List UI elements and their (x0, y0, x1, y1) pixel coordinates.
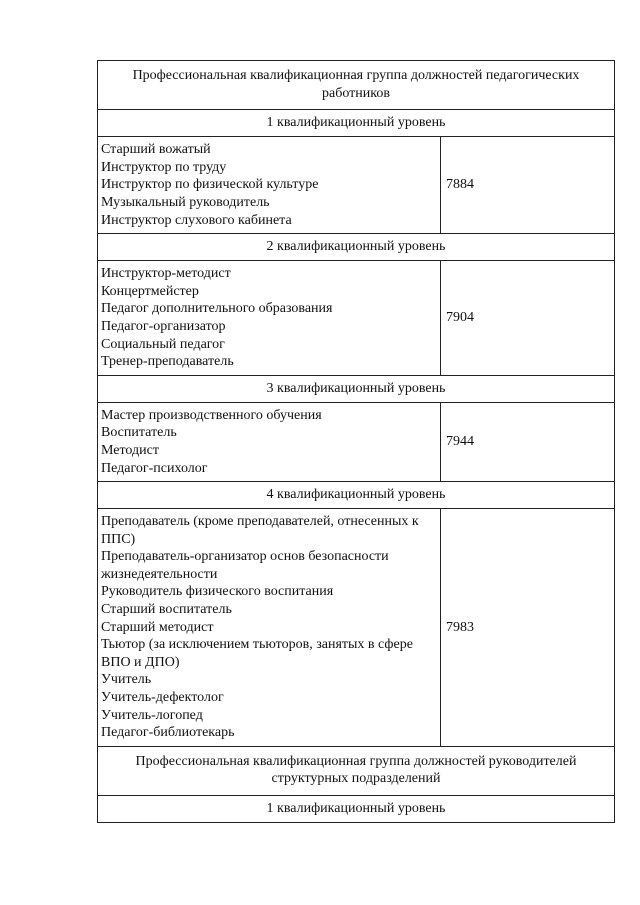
position-name: Инструктор по физической культуре (101, 177, 319, 193)
level-title: 4 квалификационный уровень (98, 482, 615, 509)
position-name: Воспитатель (101, 425, 177, 441)
table-row (98, 509, 615, 747)
level-header-row (98, 482, 615, 509)
table-row (98, 402, 615, 481)
salary-value: 7904 (441, 261, 615, 376)
table-row (98, 137, 615, 234)
position-name: Инструктор-методист (101, 266, 231, 282)
position-name: Концертмейстер (101, 283, 199, 299)
position-name: Социальный педагог (101, 336, 225, 352)
position-name: Педагог-библиотекарь (101, 725, 235, 741)
position-name: Тьютор (за исключением тьюторов, занятых в сфере ВПО и ДПО) (101, 637, 413, 670)
group-title: Профессиональная квалификационная группа должностей педагогических работников (98, 61, 615, 110)
qualification-groups-table (97, 60, 615, 823)
salary-value: 7884 (441, 137, 615, 234)
level-title: 3 квалификационный уровень (98, 375, 615, 402)
position-name: Преподаватель-организатор основ безопасности жизнедеятельности (101, 549, 389, 582)
level-header-row (98, 375, 615, 402)
level-header-row (98, 234, 615, 261)
level-title: 2 квалификационный уровень (98, 234, 615, 261)
position-name: Музыкальный руководитель (101, 194, 270, 210)
group-header-row (98, 61, 615, 110)
position-name: Педагог дополнительного образования (101, 301, 333, 317)
table-row (98, 261, 615, 376)
position-name: Учитель-дефектолог (101, 690, 224, 706)
position-name: Руководитель физического воспитания (101, 584, 334, 600)
position-name: Инструктор слухового кабинета (101, 212, 292, 228)
position-name: Мастер производственного обучения (101, 407, 322, 423)
level-header-row (98, 110, 615, 137)
positions-cell (98, 261, 441, 376)
positions-cell (98, 137, 441, 234)
position-name: Тренер-преподаватель (101, 354, 234, 370)
salary-value: 7983 (441, 509, 615, 747)
group-header-row (98, 746, 615, 795)
position-name: Педагог-организатор (101, 318, 226, 334)
position-name: Педагог-психолог (101, 460, 208, 476)
position-name: Учитель-логопед (101, 707, 203, 723)
table-body (98, 61, 615, 823)
level-title: 1 квалификационный уровень (98, 110, 615, 137)
position-name: Учитель (101, 672, 152, 688)
position-name: Старший вожатый (101, 142, 211, 158)
position-name: Старший воспитатель (101, 602, 232, 618)
position-name: Инструктор по труду (101, 159, 227, 175)
position-name: Преподаватель (кроме преподавателей, отнесенных к ППС) (101, 514, 419, 547)
position-name: Методист (101, 442, 159, 458)
group-title: Профессиональная квалификационная группа должностей руководителей структурных подразделений (98, 746, 615, 795)
positions-cell (98, 402, 441, 481)
positions-cell (98, 509, 441, 747)
salary-value: 7944 (441, 402, 615, 481)
level-header-row (98, 796, 615, 823)
position-name: Старший методист (101, 619, 214, 635)
level-title: 1 квалификационный уровень (98, 796, 615, 823)
